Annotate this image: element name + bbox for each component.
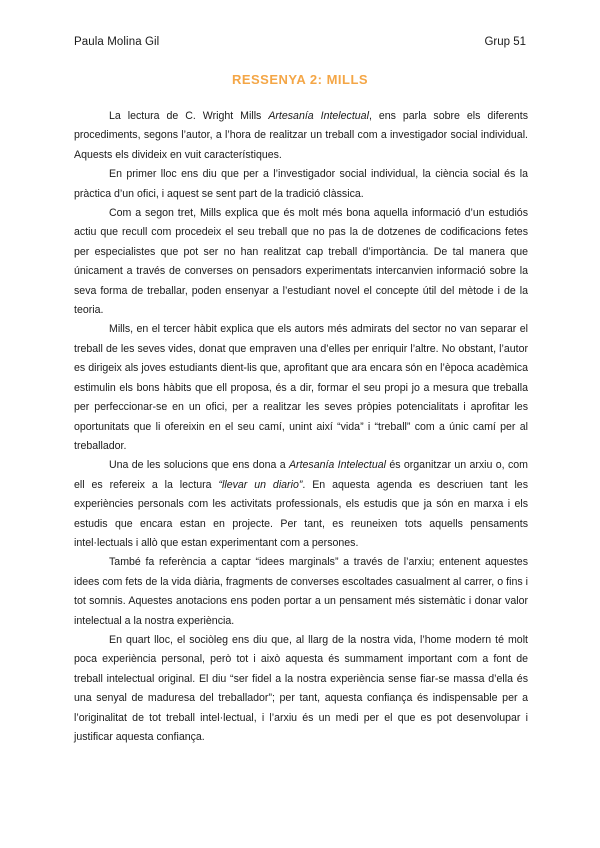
paragraph-6: També fa referència a captar “idees marginals” a través de l’arxiu; entenent aquestes idees com fets de la vida diària, fragments de converses escoltades casualment al carrer, o fins i tot somnis. Aquestes anotacions ens poden portar a un pensament més sistemàtic i donar valor intelectual a la nostra experiència. (74, 556, 528, 627)
page-title: RESSENYA 2: MILLS (231, 72, 369, 87)
paragraph-1: La lectura de C. Wright Mills Artesanía Intelectual, ens parla sobre els diferents procediments, segons l’autor, a l’hora de realitzar un treball com a investigador social individual. Aquests els divideix en vuit característiques. (74, 110, 528, 161)
quote: “llevar un diario” (218, 478, 303, 491)
paragraph-2: En primer lloc ens diu que per a l’investigador social individual, la ciència social és la pràctica d’un ofici, i aquest se sent part de la tradició clàssica. (74, 168, 528, 200)
header-group: Grup 51 (484, 36, 526, 48)
paragraph-5: Una de les solucions que ens dona a Artesanía Intelectual és organitzar un arxiu o, com ell es refereix a la lectura “llevar un diario”. En aquesta agenda es descriuen tant les experiències personals com les activitats professionals, els estudis que ja són en marxa i els estudis que encara estan en projecte. Per tant, es reuneixen tots aquells pensaments intel·lectuals i allò que estan experimentant com a persones. (74, 459, 529, 549)
paragraph-4: Mills, en el tercer hàbit explica que els autors més admirats del sector no van separar el treball de les seves vides, donat que empraven una d’elles per enriquir l’altre. No obstant, l’autor es dirigeix als joves estudiants dient-lis que, aprofitant que ara encara són en l’època acadèmica estimulin els bons hàbits que ell proposa, és a dir, formar el seu propi jo a mesura que treballa per perfeccionar-se en un ofici, per a realitzar les seves pròpies potencialitats i aprofitar les oportunitats que li ofereixin en el seu camí, unint així “vida” i “treball” com a únic camí per al treballador. (74, 323, 528, 452)
book-title: Artesanía Intelectual (288, 459, 386, 472)
paragraph-3: Com a segon tret, Mills explica que és molt més bona aquella informació d’un estudiós actiu que recull com procedeix el seu treball que no pas la de dotzenes de codificacions fetes per especialistes que pot ser no han realitzat cap treball d’importància. De tal manera que únicament a través de converses on pensadors experimentats intercanvien informació sobre la seva forma de treballar, poden ensenyar a l’estudiant novel el concepte útil del mètode i de la teoria. (74, 207, 528, 317)
paragraph-7: En quart lloc, el sociòleg ens diu que, al llarg de la nostra vida, l’home modern té molt poca experiència personal, però tot i això aquesta és summament important com a font de treball intelectual original. El diu “ser fidel a la nostra experiència sense fiar-se massa d’ella és una senyal de maduresa del treballador”; per tant, aquesta confiança és indispensable per a l’originalitat de tot treball intel·lectual, i l’arxiu és un medi per el que es pot desenvolupar i justificar aquesta confiança. (74, 633, 528, 743)
header-author: Paula Molina Gil (74, 36, 160, 48)
book-title: Artesanía Intelectual (268, 110, 369, 122)
document-body (74, 107, 528, 747)
